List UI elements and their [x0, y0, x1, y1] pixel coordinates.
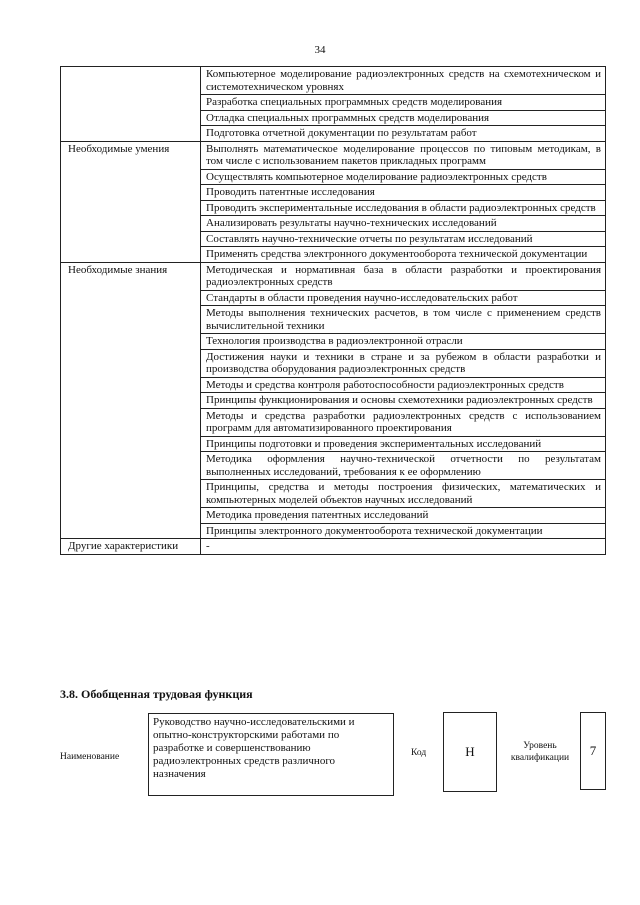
requirements-table-body: [61, 67, 606, 555]
knowledge-item: Методы и средства разработки радиоэлектронных средств с использованием программ для автоматизированного проектирования: [201, 408, 606, 436]
labor-action-item: Отладка специальных программных средств моделирования: [201, 110, 606, 126]
qualification-level-value: 7: [580, 712, 606, 790]
skill-row: [61, 141, 606, 169]
other-characteristics-row: [61, 539, 606, 555]
skill-item: Осуществлять компьютерное моделирование радиоэлектронных средств: [201, 169, 606, 185]
labor-action-label: [61, 67, 201, 142]
knowledge-item: Стандарты в области проведения научно-исследовательских работ: [201, 290, 606, 306]
knowledge-item: Методическая и нормативная база в области разработки и проектирования радиоэлектронных средств: [201, 262, 606, 290]
labor-action-item: Подготовка отчетной документации по результатам работ: [201, 126, 606, 142]
labor-action-item: Компьютерное моделирование радиоэлектронных средств на схемотехническом и системотехническом уровнях: [201, 67, 606, 95]
skill-item: Анализировать результаты научно-технических исследований: [201, 216, 606, 232]
function-name-value: Руководство научно-исследовательскими и опытно-конструкторскими работами по разработке и совершенствованию радиоэлектронных средств различного назначения: [148, 713, 394, 796]
knowledge-label: Необходимые знания: [61, 262, 201, 539]
knowledge-item: Принципы электронного документооборота технической документации: [201, 523, 606, 539]
skill-item: Составлять научно-технические отчеты по результатам исследований: [201, 231, 606, 247]
knowledge-item: Принципы функционирования и основы схемотехники радиоэлектронных средств: [201, 393, 606, 409]
skill-item: Выполнять математическое моделирование процессов по типовым методикам, в том числе с использованием пакетов прикладных программ: [201, 141, 606, 169]
code-value: H: [443, 712, 497, 792]
knowledge-item: Принципы, средства и методы построения физических, математических и компьютерных моделей объектов научных исследований: [201, 480, 606, 508]
knowledge-item: Методика оформления научно-технической отчетности по результатам выполненных исследований, требования к ее оформлению: [201, 452, 606, 480]
knowledge-row: [61, 262, 606, 290]
qualification-level-label: Уровень квалификации: [510, 741, 570, 763]
skill-item: Проводить экспериментальные исследования в области радиоэлектронных средств: [201, 200, 606, 216]
knowledge-item: Методы выполнения технических расчетов, в том числе с применением средств вычислительной техники: [201, 306, 606, 334]
code-label: Код: [411, 748, 427, 758]
knowledge-item: Принципы подготовки и проведения экспериментальных исследований: [201, 436, 606, 452]
skill-item: Проводить патентные исследования: [201, 185, 606, 201]
skill-label: Необходимые умения: [61, 141, 201, 262]
other-characteristics-label: Другие характеристики: [61, 539, 201, 555]
requirements-table: [60, 66, 606, 555]
section-title: 3.8. Обобщенная трудовая функция: [60, 687, 253, 701]
page-number: 34: [314, 44, 326, 56]
labor-action-item: Разработка специальных программных средств моделирования: [201, 95, 606, 111]
function-name-label: Наименование: [60, 752, 120, 762]
other-characteristics-value: -: [201, 539, 606, 555]
labor-action-row: [61, 67, 606, 95]
knowledge-item: Технология производства в радиоэлектронной отрасли: [201, 334, 606, 350]
skill-item: Применять средства электронного документооборота технической документации: [201, 247, 606, 263]
knowledge-item: Методика проведения патентных исследований: [201, 508, 606, 524]
knowledge-item: Методы и средства контроля работоспособности радиоэлектронных средств: [201, 377, 606, 393]
knowledge-item: Достижения науки и техники в стране и за рубежом в области разработки и производства оборудования радиоэлектронных средств: [201, 349, 606, 377]
